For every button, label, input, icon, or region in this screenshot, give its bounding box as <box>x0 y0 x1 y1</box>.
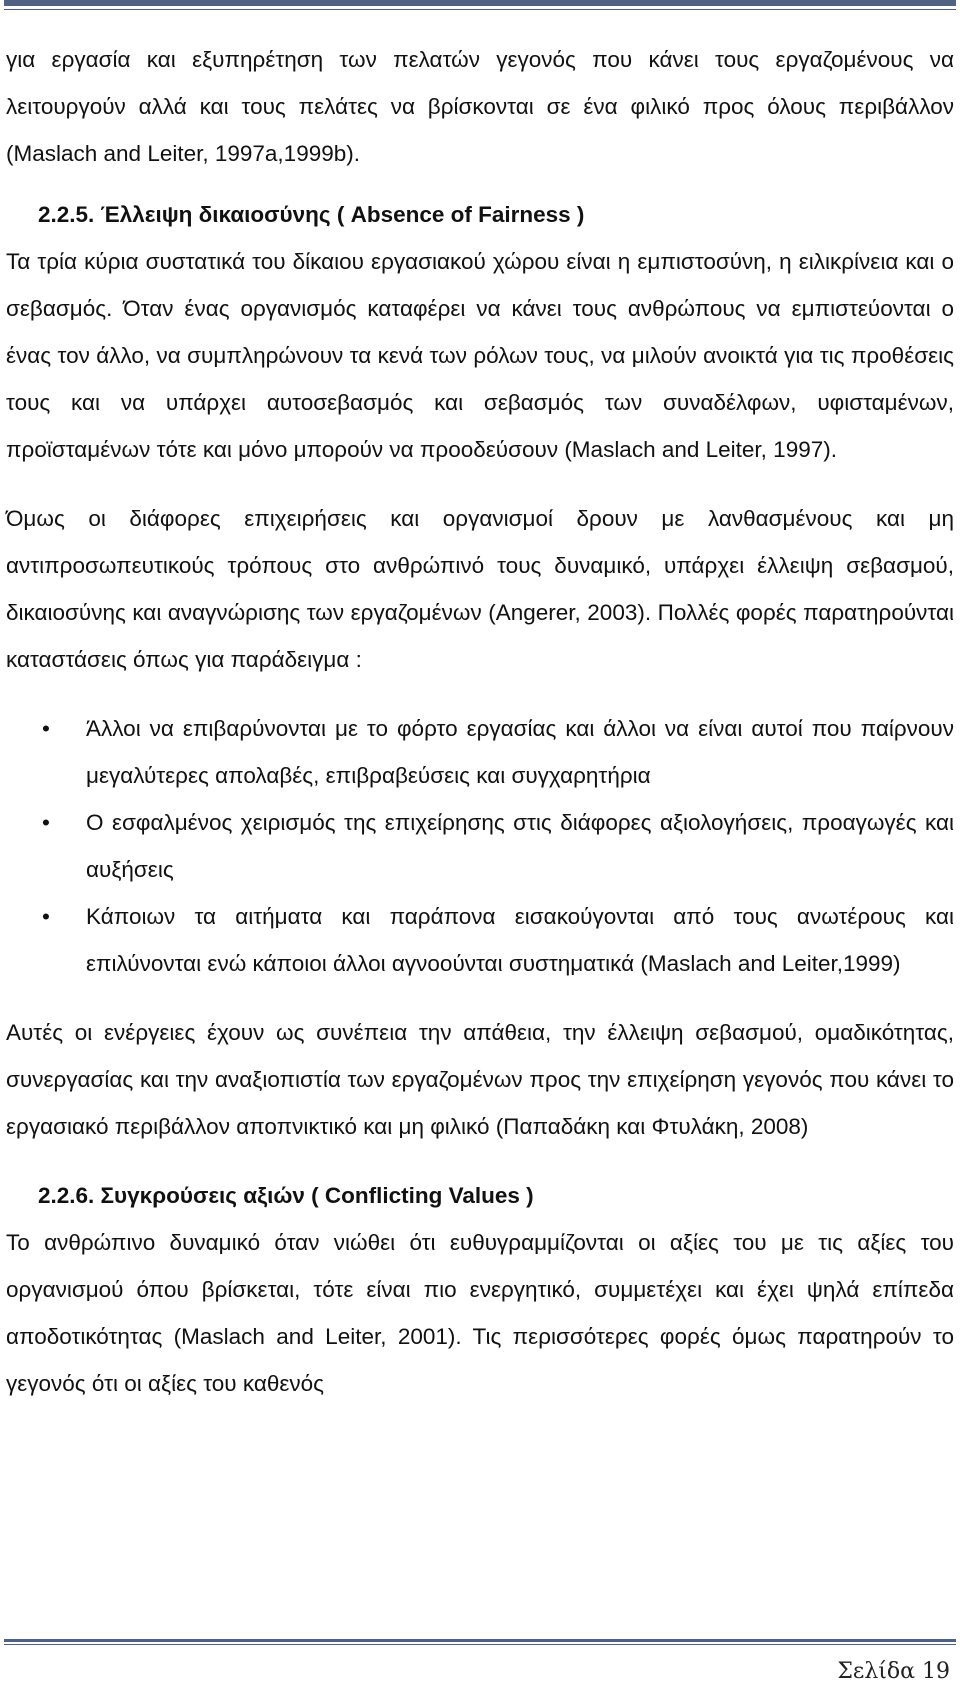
list-item <box>6 893 954 987</box>
paragraph-fairness: Τα τρία κύρια συστατικά του δίκαιου εργασιακού χώρου είναι η εμπιστοσύνη, η ειλικρίνεια και ο σεβασμός. Όταν ένας οργανισμός καταφέρει να κάνει τους ανθρώπους να εμπιστεύονται ο ένας τον άλλο, να συμπληρώνουν τα κενά των ρόλων τους, να μιλούν ανοικτά για τις προθέσεις τους και να υπάρχει αυτοσεβασμός και σεβασμός των συναδέλφων, υφισταμένων, προϊσταμένων τότε και μόνο μπορούν να προοδεύσουν (Maslach and Leiter, 1997). <box>6 249 954 462</box>
list-item-text: Άλλοι να επιβαρύνονται με το φόρτο εργασίας και άλλοι να είναι αυτοί που παίρνουν μεγαλύτερες απολαβές, επιβραβεύσεις και συγχαρητήρια <box>86 716 954 788</box>
list-item-text: Κάποιων τα αιτήματα και παράπονα εισακούγονται από τους ανωτέρους και επιλύνονται ενώ κάποιοι άλλοι αγνοούνται συστηματικά (Maslach and Leiter,1999) <box>86 904 954 976</box>
bullet-list <box>6 705 954 987</box>
bullet-icon: • <box>42 904 50 929</box>
section-heading-conflicting-values: 2.2.6. Συγκρούσεις αξιών ( Conflicting Values ) <box>38 1183 534 1208</box>
list-item-text: Ο εσφαλμένος χειρισμός της επιχείρησης στις διάφορες αξιολογήσεις, προαγωγές και αυξήσεις <box>86 810 954 882</box>
paragraph-values: Το ανθρώπινο δυναμικό όταν νιώθει ότι ευθυγραμμίζονται οι αξίες του με τις αξίες του οργανισμού όπου βρίσκεται, τότε είναι πιο ενεργητικό, συμμετέχει και έχει ψηλά επίπεδα αποδοτικότητας (Maslach and Leiter, 2001). Τις περισσότερες φορές όμως παρατηρούν το γεγονός ότι οι αξίες του καθενός <box>6 1230 954 1396</box>
paragraph-intro: για εργασία και εξυπηρέτηση των πελατών γεγονός που κάνει τους εργαζομένους να λειτουργούν αλλά και τους πελάτες να βρίσκονται σε ένα φιλικό προς όλους περιβάλλον (Maslach and Leiter, 1997a,1999b). <box>6 47 954 166</box>
bullet-icon: • <box>42 810 50 835</box>
list-item <box>6 799 954 893</box>
section-heading-absence-of-fairness: 2.2.5. Έλλειψη δικαιοσύνης ( Absence of Fairness ) <box>38 202 585 227</box>
paragraph-consequences: Αυτές οι ενέργειες έχουν ως συνέπεια την απάθεια, την έλλειψη σεβασμού, ομαδικότητας, συνεργασίας και την αναξιοπιστία των εργαζομένων προς την επιχείρηση γεγονός που κάνει το εργασιακό περιβάλλον αποπνικτικό και μη φιλικό (Παπαδάκη και Φτυλάκη, 2008) <box>6 1020 954 1139</box>
top-rule <box>4 0 956 6</box>
list-item <box>6 705 954 799</box>
page-number: Σελίδα 19 <box>837 1659 950 1684</box>
footer-rule <box>4 1639 956 1642</box>
paragraph-injustice: Όμως οι διάφορες επιχειρήσεις και οργανισμοί δρουν με λανθασμένους και μη αντιπροσωπευτικούς τρόπους στο ανθρώπινό τους δυναμικό, υπάρχει έλλειψη σεβασμού, δικαιοσύνης και αναγνώρισης των εργαζομένων (Angerer, 2003). Πολλές φορές παρατηρούνται καταστάσεις όπως για παράδειγμα : <box>6 506 954 672</box>
document-body <box>6 36 954 1407</box>
bullet-icon: • <box>42 716 50 741</box>
